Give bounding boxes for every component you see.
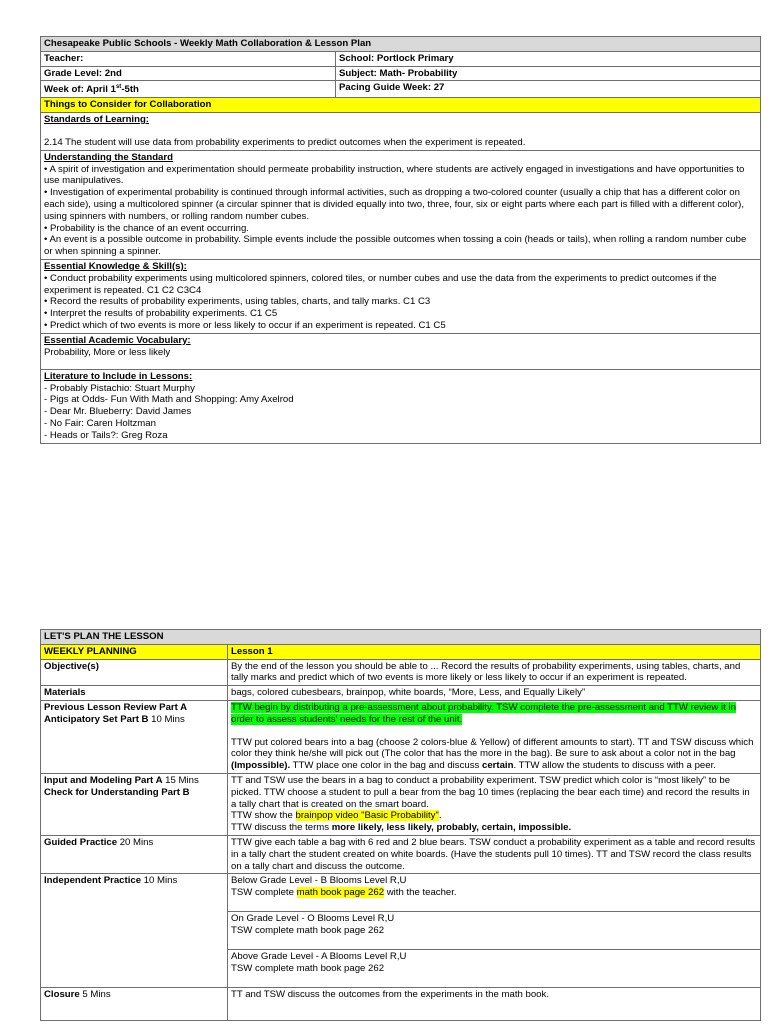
materials-text: bags, colored cubesbears, brainpop, white boards, “More, Less, and Equally Likely” [228, 686, 761, 701]
skills-row [41, 259, 761, 333]
skills-item: • Interpret the results of probability experiments. C1 C5 [44, 308, 278, 320]
above-level-cell [228, 950, 761, 988]
sol-text: 2.14 The student will use data from probability experiments to predict outcomes when the experiment is repeated. [44, 136, 526, 148]
understanding-item: • Probability is the chance of an event occurring. [44, 222, 249, 234]
subject-field: Subject: Math- Probability [336, 66, 761, 81]
sol-heading: Standards of Learning: [44, 114, 150, 126]
input-terms-bold: more likely, less likely, probably, certain, impossible. [331, 822, 572, 834]
brainpop-video-link: brainpop video "Basic Probability" [295, 810, 439, 822]
review-text: TTW place one color in the bag and discuss [290, 760, 482, 772]
grade-field: Grade Level: 2nd [41, 66, 336, 81]
week-field [41, 81, 336, 98]
materials-row [41, 686, 761, 701]
below-level-label: Below Grade Level - B Blooms Level R,U [231, 875, 407, 887]
vocab-text: Probability, More or less likely [44, 346, 171, 358]
input-text: TT and TSW use the bears in a bag to conduct a probability experiment. TSW predict which color is “most likely” to be picked. TTW choose a student to pull a bear from the bag 10 times (replacing the bear each time) and record the results in a tally chart that is created on the smart board. [231, 774, 750, 810]
below-level-cell [228, 874, 761, 912]
literature-heading: Literature to Include in Lessons: [44, 370, 193, 382]
objective-label: Objective(s) [41, 659, 228, 686]
teacher-label: Teacher: [41, 51, 336, 66]
closure-label-cell [41, 988, 228, 1021]
input-label-a-line [44, 775, 224, 787]
input-time: 15 Mins [162, 774, 199, 786]
review-label-b: Anticipatory Set Part B [44, 713, 149, 725]
title-row [41, 37, 761, 52]
lesson-number: Lesson 1 [228, 644, 761, 659]
objective-row [41, 659, 761, 686]
on-level-task: TSW complete math book page 262 [231, 925, 385, 937]
understanding-cell [41, 150, 761, 259]
plan-title: Chesapeake Public Schools - Weekly Math Collaboration & Lesson Plan [41, 37, 761, 52]
below-level-task [231, 887, 757, 899]
guided-text: TTW give each table a bag with 6 red and 2 blue bears. TSW conduct a probability experiment as a table and record results in a tally chart the student created on white boards. (Have the students pull 10 times). TT and TSW record the class results on a tally chart and discuss the outcome. [228, 835, 761, 873]
above-level-task: TSW complete math book page 262 [231, 963, 385, 975]
independent-time: 10 Mins [141, 875, 178, 887]
input-content [228, 773, 761, 835]
week-text-end: -5th [121, 84, 139, 96]
vocab-row [41, 333, 761, 369]
math-book-page-highlight: math book page 262 [296, 887, 385, 899]
collaboration-table [40, 36, 761, 444]
school-field: School: Portlock Primary [336, 51, 761, 66]
skills-item: • Conduct probability experiments using multicolored spinners, colored tiles, or number cubes and use the data from the experiments to predict outcomes if the experiment is repeated. C1 C2 C3C4 [44, 272, 717, 296]
guided-time: 20 Mins [117, 836, 154, 848]
review-preassessment [231, 702, 757, 726]
understanding-item: • An event is a possible outcome in probability. Simple events include the possible outcomes when tossing a coin (heads or tails), when rolling a random number cube or when spinning a spinner. [44, 234, 747, 258]
week-row [41, 81, 761, 98]
input-row [41, 773, 761, 835]
literature-item: - Probably Pistachio: Stuart Murphy [44, 382, 195, 394]
literature-row [41, 369, 761, 443]
below-task-end: with the teacher. [384, 887, 457, 899]
vocab-heading: Essential Academic Vocabulary: [44, 334, 191, 346]
sol-row [41, 113, 761, 151]
materials-label: Materials [41, 686, 228, 701]
skills-heading: Essential Knowledge & Skill(s): [44, 260, 187, 272]
sol-cell [41, 113, 761, 151]
closure-text: TT and TSW discuss the outcomes from the experiments in the math book. [228, 988, 761, 1021]
understanding-item: • A spirit of investigation and experimentation should permeate probability instruction, where students are actively engaged in investigations and have opportunities to use manipulatives. [44, 163, 745, 187]
skills-item: • Predict which of two events is more or less likely to occur if an experiment is repeated. C1 C5 [44, 319, 446, 331]
below-task-text: TSW complete [231, 887, 297, 899]
guided-label-cell [41, 835, 228, 873]
lesson-plan-table [40, 629, 761, 1021]
on-level-cell [228, 912, 761, 950]
independent-label: Independent Practice [44, 875, 142, 887]
review-label-cell [41, 700, 228, 773]
review-green-text: TTW begin by distributing a pre-assessment about probability. TSW complete the pre-assessment and TTW review it in order to assess students' needs for the rest of the unit. [231, 701, 736, 725]
input-label-b: Check for Understanding Part B [44, 786, 190, 798]
vocab-cell [41, 333, 761, 369]
grade-row [41, 66, 761, 81]
skills-cell [41, 259, 761, 333]
review-row [41, 700, 761, 773]
literature-item: - Dear Mr. Blueberry: David James [44, 406, 192, 418]
weekly-planning-row [41, 644, 761, 659]
review-text: TTW put colored bears into a bag (choose 2 colors-blue & Yellow) of different amounts to start). TT and TSW discuss which color they think he/she will pick out (The color that has the more in the bag). Be sure to ask about a color not in the bag [231, 736, 754, 760]
independent-label-cell [41, 874, 228, 988]
understanding-heading: Understanding the Standard [44, 151, 173, 163]
literature-item: - No Fair: Caren Holtzman [44, 417, 156, 429]
input-terms-text: TTW discuss the terms [231, 822, 332, 834]
pacing-field: Pacing Guide Week: 27 [336, 81, 761, 98]
review-bold-impossible: (Impossible). [231, 760, 291, 772]
independent-row-below [41, 874, 761, 912]
week-text: Week of: April 1 [44, 84, 116, 96]
review-time: 10 Mins [148, 713, 185, 725]
closure-row [41, 988, 761, 1021]
literature-item: - Heads or Tails?: Greg Roza [44, 429, 168, 441]
skills-item: • Record the results of probability experiments, using tables, charts, and tally marks. C1 C3 [44, 296, 431, 308]
review-content [228, 700, 761, 773]
above-level-label: Above Grade Level - A Blooms Level R,U [231, 951, 407, 963]
week-sup: st [115, 84, 122, 91]
input-show-end: . [438, 810, 442, 822]
lesson-heading-row [41, 630, 761, 645]
closure-time: 5 Mins [79, 989, 111, 1001]
on-level-label: On Grade Level - O Blooms Level R,U [231, 913, 395, 925]
input-terms-line [231, 822, 757, 834]
input-show-text: TTW show the [231, 810, 296, 822]
guided-label: Guided Practice [44, 836, 118, 848]
understanding-item: • Investigation of experimental probability is continued through informal activities, such as dropping a two-colored counter (usually a chip that has a different color on each side), using a multicolored spinner (a circular spinner that is divided equally into two, three, four, six or eight parts where each part is filled with a different color), using spinners with numbers, or rolling random number cubes. [44, 187, 744, 222]
review-bold-certain: certain [481, 760, 514, 772]
review-label-a: Previous Lesson Review Part A [44, 701, 188, 713]
input-label-cell [41, 773, 228, 835]
collab-heading: Things to Consider for Collaboration [41, 98, 761, 113]
review-activity [231, 737, 757, 772]
collab-heading-row [41, 98, 761, 113]
understanding-row [41, 150, 761, 259]
closure-label: Closure [44, 989, 80, 1001]
review-label-b-line [44, 714, 224, 726]
weekly-planning-label: WEEKLY PLANNING [41, 644, 228, 659]
teacher-row [41, 51, 761, 66]
literature-cell [41, 369, 761, 443]
literature-item: - Pigs at Odds- Fun With Math and Shopping: Amy Axelrod [44, 394, 294, 406]
plan-lesson-heading: LET'S PLAN THE LESSON [41, 630, 761, 645]
guided-row [41, 835, 761, 873]
input-label-a: Input and Modeling Part A [44, 774, 163, 786]
objective-text: By the end of the lesson you should be able to ... Record the results of probability experiments, using tables, charts, and tally marks and predict which of two events is more likely or less likely to occur if an experiment is repeated. [228, 659, 761, 686]
review-text: . TTW allow the students to discuss with a peer. [513, 760, 716, 772]
input-video-line [231, 810, 757, 822]
